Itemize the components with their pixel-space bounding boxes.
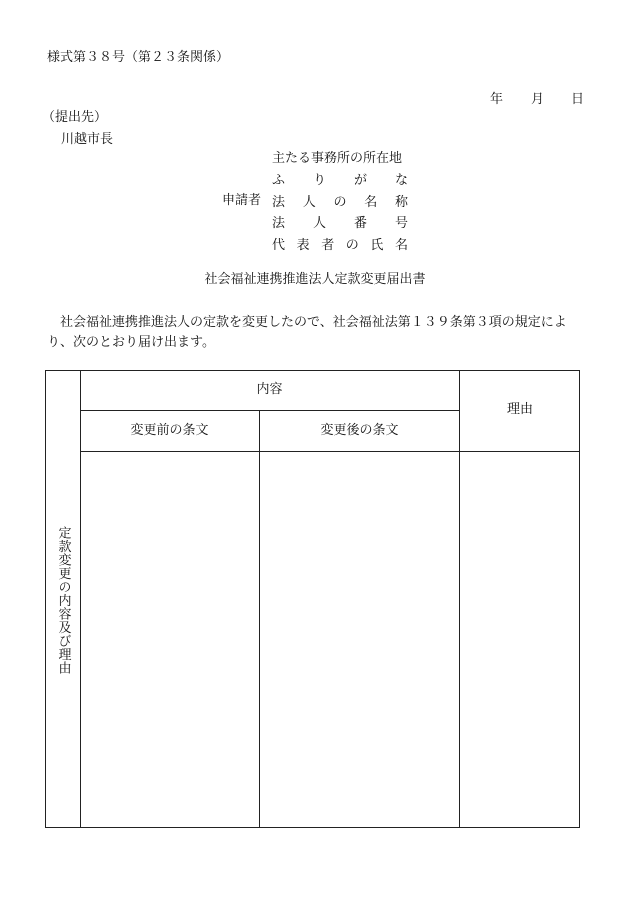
row-label-vertical xyxy=(45,452,80,748)
applicant-field-representative xyxy=(272,238,408,254)
field-char: ふ xyxy=(272,172,286,188)
body-line-1 xyxy=(47,313,587,333)
table-line-header-bottom xyxy=(80,451,580,452)
document-title: 社会福祉連携推進法人定款変更届出書 xyxy=(204,272,426,287)
table-divider-before-after xyxy=(259,410,260,828)
row-label-text: 定款変更の内容及び理由 xyxy=(55,525,71,675)
field-char: 者 xyxy=(321,238,335,254)
field-char: 人 xyxy=(302,194,316,210)
applicant-field-corp-number xyxy=(272,216,408,232)
date-month-label: 月 xyxy=(531,92,545,107)
table-line-content-header xyxy=(80,410,459,411)
before-header: 変更前の条文 xyxy=(130,423,209,438)
table-divider-reason xyxy=(459,370,460,828)
field-char: 番 xyxy=(353,216,367,232)
field-char: が xyxy=(353,172,367,188)
field-char: 主たる事務所の所在地 xyxy=(272,151,403,166)
body-text xyxy=(47,313,587,353)
field-char: 代 xyxy=(272,238,286,254)
field-char: 名 xyxy=(364,194,378,210)
form-number: 様式第３８号（第２３条関係） xyxy=(47,50,230,65)
field-char: 号 xyxy=(394,216,408,232)
reason-header: 理由 xyxy=(506,402,533,417)
field-char: 法 xyxy=(272,194,286,210)
field-char: 人 xyxy=(312,216,326,232)
date-day-label: 日 xyxy=(571,92,585,107)
field-char: 称 xyxy=(394,194,408,210)
field-char: な xyxy=(394,172,408,188)
destination-label: （提出先） xyxy=(42,110,108,125)
applicant-field-furigana xyxy=(272,173,408,189)
field-char: 法 xyxy=(272,216,286,232)
after-header: 変更後の条文 xyxy=(320,423,399,438)
field-char: の xyxy=(333,194,347,210)
applicant-label: 申請者 xyxy=(222,193,262,208)
field-char: 氏 xyxy=(370,238,384,254)
content-header: 内容 xyxy=(256,382,283,397)
date-year-label: 年 xyxy=(490,92,504,107)
destination-name: 川越市長 xyxy=(61,132,114,147)
applicant-field-corp-name xyxy=(272,195,408,211)
applicant-fields xyxy=(272,151,408,260)
body-line-1-text: 社会福祉連携推進法人の定款を変更したので、社会福祉法第１３９条第３項の規定によ xyxy=(60,315,567,330)
field-char: り xyxy=(312,172,326,188)
field-char: の xyxy=(345,238,359,254)
field-char: 名 xyxy=(394,238,408,254)
body-line-2: り、次のとおり届け出ます。 xyxy=(47,335,215,350)
field-char: 表 xyxy=(296,238,310,254)
applicant-field-office-address xyxy=(272,151,408,167)
